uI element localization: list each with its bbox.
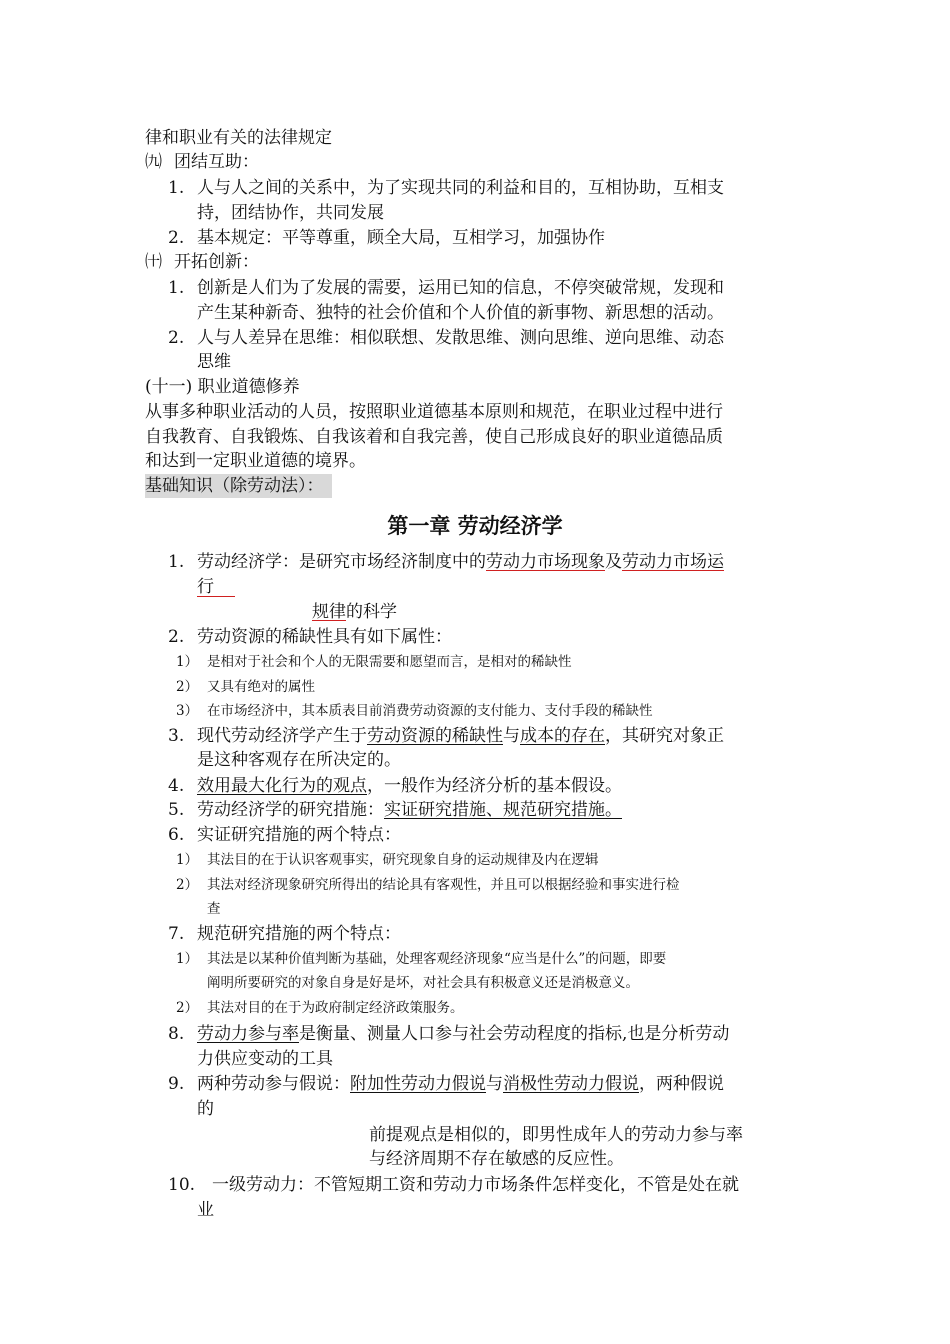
text-segment: 及 xyxy=(605,552,622,572)
list-number: 1. xyxy=(168,178,185,198)
list-item-text: 前提观点是相似的，即男性成年人的劳动力参与率 xyxy=(369,1125,743,1145)
paragraph-line: 自我教育、自我锻炼、自我该着和自我完善，使自己形成良好的职业道德品质 xyxy=(145,427,723,447)
sub-list-number: 1） xyxy=(176,852,199,868)
sub-list-number: 2） xyxy=(176,1000,199,1016)
list-item-text: 劳动资源的稀缺性具有如下属性： xyxy=(197,627,452,647)
section-heading: 团结互助： xyxy=(174,152,259,172)
list-item-text xyxy=(197,1072,724,1096)
list-number: 7. xyxy=(168,924,185,944)
sub-list-text: 其法对目的在于为政府制定经济政策服务。 xyxy=(207,1000,464,1016)
list-number: 3. xyxy=(168,726,185,746)
sub-list-text: 其法是以某种价值判断为基础，处理客观经济现象“应当是什么”的问题，即要 xyxy=(207,951,667,967)
text-segment: 是衡量、测量人口参与社会劳动程度的指标,也是分析劳动 xyxy=(299,1024,730,1044)
sub-list-number: 3） xyxy=(176,703,199,719)
text-line: 律和职业有关的法律规定 xyxy=(145,128,332,148)
text-segment: 与 xyxy=(503,726,520,746)
list-item-text: 人与人之间的关系中，为了实现共同的利益和目的，互相协助，互相支 xyxy=(197,178,724,198)
underlined-term: 附加性劳动力假说 xyxy=(350,1074,486,1094)
list-item-text: 业 xyxy=(197,1200,214,1220)
list-item-text: 与经济周期不存在敏感的反应性。 xyxy=(369,1149,624,1169)
section-heading: (十一) 职业道德修养 xyxy=(145,377,300,397)
list-item-text: 力供应变动的工具 xyxy=(197,1049,333,1069)
sub-list-number: 1） xyxy=(176,654,199,670)
list-number: 2. xyxy=(168,627,185,647)
list-item-text xyxy=(197,550,724,574)
sub-list-text: 其法对经济现象研究所得出的结论具有客观性，并且可以根据经验和事实进行检 xyxy=(207,877,680,893)
list-item-text: 是这种客观存在所决定的。 xyxy=(197,750,401,770)
text-segment: 两种劳动参与假说： xyxy=(197,1074,350,1094)
sub-list-text: 查 xyxy=(207,901,221,917)
list-number: 1. xyxy=(168,278,185,298)
underlined-term: 劳动资源的稀缺性 xyxy=(367,726,503,746)
sub-list-text: 是相对于社会和个人的无限需要和愿望而言，是相对的稀缺性 xyxy=(207,654,572,670)
list-item-text: 一级劳动力：不管短期工资和劳动力市场条件怎样变化，不管是处在就 xyxy=(212,1175,739,1195)
text-segment: 与 xyxy=(486,1074,503,1094)
text-segment: ，两种假说 xyxy=(639,1074,724,1094)
text-segment: 现代劳动经济学产生于 xyxy=(197,726,367,746)
list-item-text: 思维 xyxy=(197,352,231,372)
sub-list-text: 其法目的在于认识客观事实，研究现象自身的运动规律及内在逻辑 xyxy=(207,852,599,868)
underlined-term: 消极性劳动力假说 xyxy=(503,1074,639,1094)
list-item-text: 实证研究措施的两个特点： xyxy=(197,825,401,845)
list-item-text: 行 xyxy=(197,577,214,597)
list-item-text: 人与人差异在思维：相似联想、发散思维、测向思维、逆向思维、动态 xyxy=(197,328,724,348)
text-segment: ，一般作为经济分析的基本假设。 xyxy=(367,776,622,796)
sub-list-number: 2） xyxy=(176,679,199,695)
underlined-term: 效用最大化行为的观点 xyxy=(197,776,367,796)
underlined-term: 成本的存在 xyxy=(520,726,605,746)
sub-list-text: 阐明所要研究的对象自身是好是坏，对社会具有积极意义还是消极意义。 xyxy=(207,975,639,991)
list-number: 5. xyxy=(168,800,185,820)
underline-mark xyxy=(197,596,235,597)
text-segment: 的科学 xyxy=(346,602,397,622)
list-number: 8. xyxy=(168,1024,185,1044)
sub-list-text: 又具有绝对的属性 xyxy=(207,679,315,695)
underlined-term: 实证研究措施、规范研究措施。 xyxy=(384,800,622,820)
list-number: 1. xyxy=(168,552,185,572)
list-number: 4. xyxy=(168,776,185,796)
section-heading: 开拓创新： xyxy=(174,252,259,272)
list-number: 2. xyxy=(168,328,185,348)
list-item-text: 基本规定：平等尊重，顾全大局，互相学习，加强协作 xyxy=(197,228,605,248)
underlined-term: 劳动力市场现象 xyxy=(486,552,605,572)
list-item-text: 创新是人们为了发展的需要，运用已知的信息，不停突破常规，发现和 xyxy=(197,278,724,298)
underlined-term: 劳动力参与率 xyxy=(197,1024,299,1044)
list-number: 6. xyxy=(168,825,185,845)
paragraph-line: 从事多种职业活动的人员，按照职业道德基本原则和规范，在职业过程中进行 xyxy=(145,402,723,422)
list-item-text: 规范研究措施的两个特点： xyxy=(197,924,401,944)
paragraph-line: 和达到一定职业道德的境界。 xyxy=(145,451,366,471)
list-item-text xyxy=(197,774,622,798)
list-number: 9. xyxy=(168,1074,185,1094)
underlined-term: 劳动力市场运 xyxy=(622,552,724,572)
section-marker: ㈩ xyxy=(145,252,162,272)
list-number: 2. xyxy=(168,228,185,248)
list-item-text: 持，团结协作，共同发展 xyxy=(197,203,384,223)
list-number: 10. xyxy=(168,1175,196,1195)
underlined-term: 规律 xyxy=(312,602,346,622)
text-segment: ，其研究对象正 xyxy=(605,726,724,746)
sub-list-text: 在市场经济中，其本质表目前消费劳动资源的支付能力、支付手段的稀缺性 xyxy=(207,703,653,719)
list-item-text: 产生某种新奇、独特的社会价值和个人价值的新事物、新思想的活动。 xyxy=(197,303,724,323)
highlighted-heading: 基础知识（除劳动法）： xyxy=(145,474,332,498)
list-item-text: 的 xyxy=(197,1099,214,1119)
sub-list-number: 2） xyxy=(176,877,199,893)
chapter-title: 第一章 劳动经济学 xyxy=(387,513,563,538)
text-segment: 劳动经济学：是研究市场经济制度中的 xyxy=(197,552,486,572)
list-item-text xyxy=(197,798,622,822)
text-segment: 劳动经济学的研究措施： xyxy=(197,800,384,820)
list-item-text xyxy=(197,724,724,748)
section-marker: ㈨ xyxy=(145,152,162,172)
list-item-text xyxy=(197,1022,729,1046)
list-item-text xyxy=(312,600,397,624)
sub-list-number: 1） xyxy=(176,951,199,967)
